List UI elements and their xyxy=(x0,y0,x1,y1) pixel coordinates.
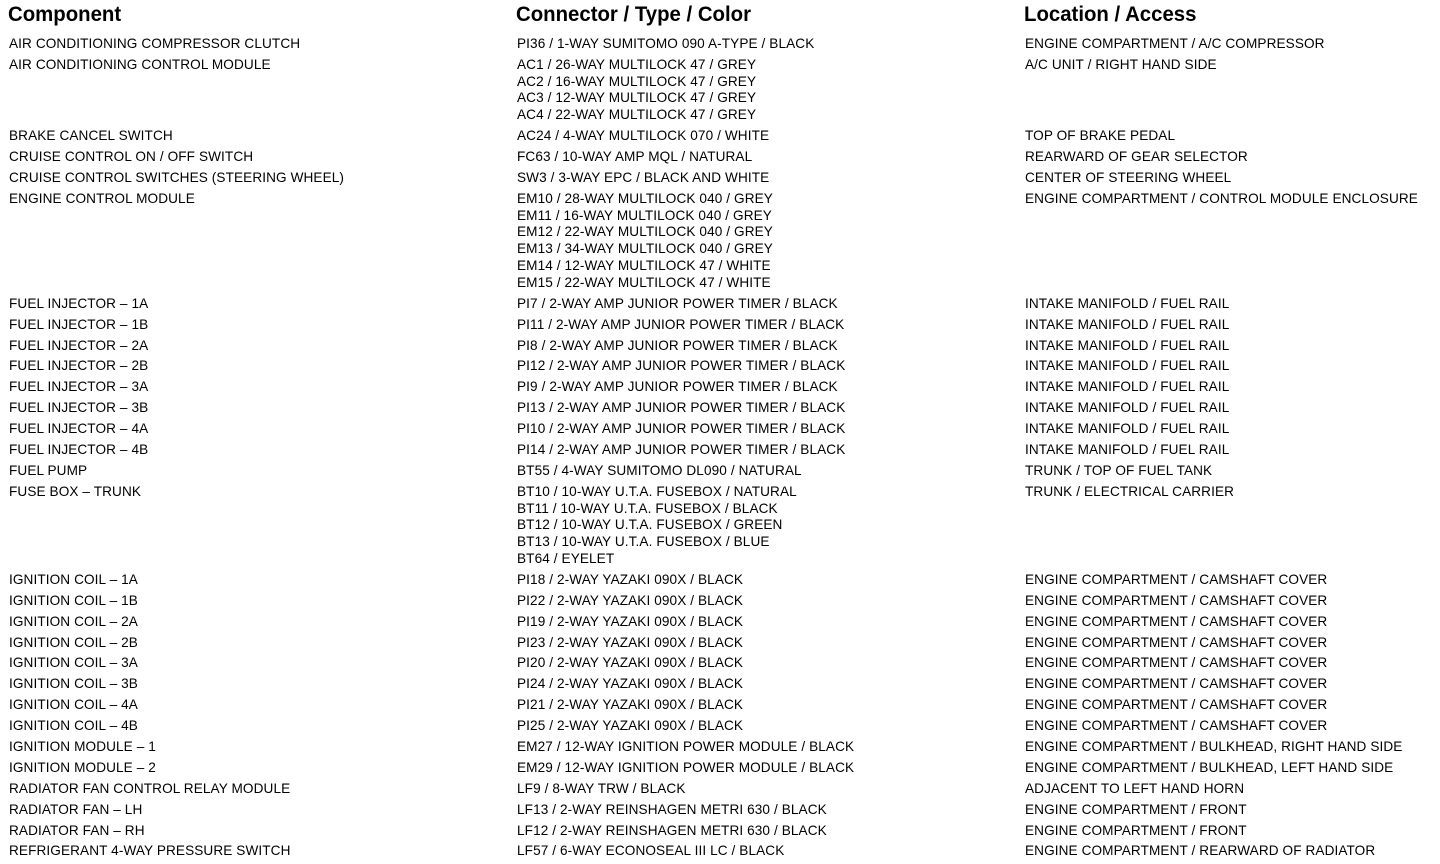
location-access: ENGINE COMPARTMENT / CAMSHAFT COVER xyxy=(1025,613,1328,629)
connector-entry: EM27 / 12-WAY IGNITION POWER MODULE / BLACK xyxy=(517,738,855,754)
connector-entry: PI18 / 2-WAY YAZAKI 090X / BLACK xyxy=(517,571,744,587)
connector-entry: FC63 / 10-WAY AMP MQL / NATURAL xyxy=(517,149,753,165)
connector-entry: PI25 / 2-WAY YAZAKI 090X / BLACK xyxy=(517,718,744,734)
component-name: REFRIGERANT 4-WAY PRESSURE SWITCH xyxy=(9,843,291,859)
table-row xyxy=(0,296,1440,317)
connector-entry: PI12 / 2-WAY AMP JUNIOR POWER TIMER / BLACK xyxy=(517,358,846,374)
connector-list xyxy=(517,484,797,568)
location-access: ENGINE COMPARTMENT / CAMSHAFT COVER xyxy=(1025,634,1328,650)
connector-entry: LF9 / 8-WAY TRW / BLACK xyxy=(517,780,686,796)
component-name: FUEL PUMP xyxy=(9,462,88,478)
location-access: TRUNK / TOP OF FUEL TANK xyxy=(1025,462,1213,478)
connector-list xyxy=(517,635,743,652)
connector-entry: PI13 / 2-WAY AMP JUNIOR POWER TIMER / BLACK xyxy=(517,400,846,416)
connector-list xyxy=(517,676,743,693)
location-access: INTAKE MANIFOLD / FUEL RAIL xyxy=(1025,337,1230,353)
location-access: INTAKE MANIFOLD / FUEL RAIL xyxy=(1025,379,1230,395)
connector-entry: AC2 / 16-WAY MULTILOCK 47 / GREY xyxy=(517,73,757,89)
connector-list xyxy=(517,36,814,53)
component-name: IGNITION COIL – 1B xyxy=(9,592,138,608)
connector-entry: PI36 / 1-WAY SUMITOMO 090 A-TYPE / BLACK xyxy=(517,36,815,51)
connector-list xyxy=(517,442,845,459)
connector-entry: EM11 / 16-WAY MULTILOCK 040 / GREY xyxy=(517,207,772,223)
table-row xyxy=(0,421,1440,442)
location-access: INTAKE MANIFOLD / FUEL RAIL xyxy=(1025,358,1230,374)
table-row xyxy=(0,317,1440,338)
connector-entry: PI21 / 2-WAY YAZAKI 090X / BLACK xyxy=(517,697,744,713)
connector-list xyxy=(517,843,784,860)
connector-list xyxy=(517,170,769,187)
connector-entry: PI23 / 2-WAY YAZAKI 090X / BLACK xyxy=(517,634,744,650)
component-name: IGNITION COIL – 3B xyxy=(9,676,138,692)
table-row xyxy=(0,655,1440,676)
component-name: IGNITION MODULE – 1 xyxy=(9,738,156,754)
component-name: ENGINE CONTROL MODULE xyxy=(9,190,195,206)
location-access: A/C UNIT / RIGHT HAND SIDE xyxy=(1025,56,1217,72)
location-access: CENTER OF STEERING WHEEL xyxy=(1025,169,1232,185)
connector-list xyxy=(517,614,743,631)
location-access: ENGINE COMPARTMENT / BULKHEAD, LEFT HAND SIDE xyxy=(1025,759,1394,775)
table-row xyxy=(0,760,1440,781)
component-name: IGNITION COIL – 2A xyxy=(9,613,138,629)
location-access: ENGINE COMPARTMENT / A/C COMPRESSOR xyxy=(1025,36,1325,51)
location-access: INTAKE MANIFOLD / FUEL RAIL xyxy=(1025,400,1230,416)
connector-list xyxy=(517,379,838,396)
location-access: INTAKE MANIFOLD / FUEL RAIL xyxy=(1025,421,1230,437)
location-access: REARWARD OF GEAR SELECTOR xyxy=(1025,149,1248,165)
component-name: FUEL INJECTOR – 2A xyxy=(9,337,149,353)
location-access: ENGINE COMPARTMENT / BULKHEAD, RIGHT HAND SIDE xyxy=(1025,738,1403,754)
table-row xyxy=(0,781,1440,802)
table-row xyxy=(0,36,1440,57)
table-row xyxy=(0,843,1440,864)
connector-entry: AC4 / 22-WAY MULTILOCK 47 / GREY xyxy=(517,107,757,123)
connector-entry: BT64 / EYELET xyxy=(517,550,615,566)
connector-entry: AC24 / 4-WAY MULTILOCK 070 / WHITE xyxy=(517,128,770,144)
component-name: FUEL INJECTOR – 3A xyxy=(9,379,149,395)
connector-entry: PI9 / 2-WAY AMP JUNIOR POWER TIMER / BLACK xyxy=(517,379,838,395)
component-name: CRUISE CONTROL SWITCHES (STEERING WHEEL) xyxy=(9,169,345,185)
component-name: RADIATOR FAN CONTROL RELAY MODULE xyxy=(9,780,291,796)
connector-entry: EM29 / 12-WAY IGNITION POWER MODULE / BLACK xyxy=(517,759,855,775)
connector-entry: PI20 / 2-WAY YAZAKI 090X / BLACK xyxy=(517,655,744,671)
connector-entry: PI11 / 2-WAY AMP JUNIOR POWER TIMER / BLACK xyxy=(517,316,845,332)
connector-entry: EM10 / 28-WAY MULTILOCK 040 / GREY xyxy=(517,190,773,206)
connector-entry: PI8 / 2-WAY AMP JUNIOR POWER TIMER / BLACK xyxy=(517,337,838,353)
connector-list xyxy=(517,739,854,756)
connector-list xyxy=(517,802,827,819)
component-name: AIR CONDITIONING COMPRESSOR CLUTCH xyxy=(9,36,301,51)
table-row xyxy=(0,614,1440,635)
connector-entry: EM12 / 22-WAY MULTILOCK 040 / GREY xyxy=(517,224,773,240)
table-row xyxy=(0,128,1440,149)
location-access: ENGINE COMPARTMENT / CAMSHAFT COVER xyxy=(1025,571,1328,587)
location-access: INTAKE MANIFOLD / FUEL RAIL xyxy=(1025,295,1230,311)
connector-entry: BT13 / 10-WAY U.T.A. FUSEBOX / BLUE xyxy=(517,534,770,550)
component-name: IGNITION COIL – 3A xyxy=(9,655,138,671)
table-row xyxy=(0,379,1440,400)
connector-entry: BT12 / 10-WAY U.T.A. FUSEBOX / GREEN xyxy=(517,517,783,533)
table-row xyxy=(0,635,1440,656)
connector-list xyxy=(517,655,743,672)
connector-entry: SW3 / 3-WAY EPC / BLACK AND WHITE xyxy=(517,169,770,185)
table-row xyxy=(0,170,1440,191)
connector-entry: LF57 / 6-WAY ECONOSEAL III LC / BLACK xyxy=(517,843,785,859)
component-name: FUEL INJECTOR – 3B xyxy=(9,400,149,416)
table-row xyxy=(0,149,1440,170)
component-name: IGNITION COIL – 2B xyxy=(9,634,138,650)
component-name: IGNITION COIL – 1A xyxy=(9,571,138,587)
table-row xyxy=(0,739,1440,760)
connector-list xyxy=(517,781,686,798)
location-access: ENGINE COMPARTMENT / REARWARD OF RADIATOR xyxy=(1025,843,1376,859)
table-row xyxy=(0,338,1440,359)
table-row xyxy=(0,572,1440,593)
connector-list xyxy=(517,338,838,355)
component-name: IGNITION COIL – 4B xyxy=(9,718,138,734)
header-location: Location / Access xyxy=(1024,3,1197,26)
connector-entry: PI22 / 2-WAY YAZAKI 090X / BLACK xyxy=(517,592,744,608)
location-access: ENGINE COMPARTMENT / CAMSHAFT COVER xyxy=(1025,655,1328,671)
connector-entry: PI24 / 2-WAY YAZAKI 090X / BLACK xyxy=(517,676,744,692)
connector-entry: PI7 / 2-WAY AMP JUNIOR POWER TIMER / BLACK xyxy=(517,295,838,311)
location-access: TRUNK / ELECTRICAL CARRIER xyxy=(1025,483,1235,499)
table-row xyxy=(0,823,1440,844)
connector-entry: BT11 / 10-WAY U.T.A. FUSEBOX / BLACK xyxy=(517,500,778,516)
connector-list xyxy=(517,128,769,145)
connector-list xyxy=(517,317,844,334)
location-access: ENGINE COMPARTMENT / CAMSHAFT COVER xyxy=(1025,592,1328,608)
table-row xyxy=(0,697,1440,718)
location-access: ENGINE COMPARTMENT / CAMSHAFT COVER xyxy=(1025,697,1328,713)
table-row xyxy=(0,358,1440,379)
connector-list xyxy=(517,191,773,292)
component-name: RADIATOR FAN – RH xyxy=(9,822,145,838)
location-access: INTAKE MANIFOLD / FUEL RAIL xyxy=(1025,316,1230,332)
table-body xyxy=(0,36,1440,864)
component-name: FUSE BOX – TRUNK xyxy=(9,483,142,499)
location-access: ENGINE COMPARTMENT / CAMSHAFT COVER xyxy=(1025,718,1328,734)
location-access: ENGINE COMPARTMENT / FRONT xyxy=(1025,801,1247,817)
location-access: ENGINE COMPARTMENT / CAMSHAFT COVER xyxy=(1025,676,1328,692)
connector-list xyxy=(517,593,743,610)
connector-entry: EM13 / 34-WAY MULTILOCK 040 / GREY xyxy=(517,241,773,257)
connector-list xyxy=(517,149,752,166)
connector-list xyxy=(517,57,756,124)
component-name: FUEL INJECTOR – 1A xyxy=(9,295,149,311)
header-connector: Connector / Type / Color xyxy=(516,3,752,26)
connector-entry: EM14 / 12-WAY MULTILOCK 47 / WHITE xyxy=(517,258,771,274)
location-access: ADJACENT TO LEFT HAND HORN xyxy=(1025,780,1245,796)
component-name: FUEL INJECTOR – 1B xyxy=(9,316,149,332)
location-access: ENGINE COMPARTMENT / FRONT xyxy=(1025,822,1247,838)
component-name: FUEL INJECTOR – 4B xyxy=(9,441,149,457)
connector-entry: BT10 / 10-WAY U.T.A. FUSEBOX / NATURAL xyxy=(517,483,797,499)
component-name: RADIATOR FAN – LH xyxy=(9,801,143,817)
connector-list xyxy=(517,421,845,438)
table-row xyxy=(0,593,1440,614)
component-name: FUEL INJECTOR – 4A xyxy=(9,421,149,437)
table-row xyxy=(0,802,1440,823)
connector-entry: PI14 / 2-WAY AMP JUNIOR POWER TIMER / BLACK xyxy=(517,441,846,457)
table-row xyxy=(0,676,1440,697)
connector-entry: AC3 / 12-WAY MULTILOCK 47 / GREY xyxy=(517,90,757,106)
connector-entry: AC1 / 26-WAY MULTILOCK 47 / GREY xyxy=(517,56,757,72)
connector-list xyxy=(517,823,827,840)
connector-entry: EM15 / 22-WAY MULTILOCK 47 / WHITE xyxy=(517,274,771,290)
connector-list xyxy=(517,718,743,735)
table-row xyxy=(0,57,1440,128)
connector-list xyxy=(517,572,743,589)
component-name: BRAKE CANCEL SWITCH xyxy=(9,128,173,144)
component-name: CRUISE CONTROL ON / OFF SWITCH xyxy=(9,149,254,165)
location-access: TOP OF BRAKE PEDAL xyxy=(1025,128,1176,144)
table-row xyxy=(0,718,1440,739)
connector-list xyxy=(517,760,854,777)
connector-entry: LF12 / 2-WAY REINSHAGEN METRI 630 / BLACK xyxy=(517,822,827,838)
connector-list xyxy=(517,463,802,480)
location-access: ENGINE COMPARTMENT / CONTROL MODULE ENCLOSURE xyxy=(1025,190,1418,206)
header-component: Component xyxy=(8,3,122,26)
connector-list xyxy=(517,400,845,417)
table-row xyxy=(0,442,1440,463)
connector-entry: PI19 / 2-WAY YAZAKI 090X / BLACK xyxy=(517,613,744,629)
connector-entry: BT55 / 4-WAY SUMITOMO DL090 / NATURAL xyxy=(517,462,802,478)
table-row xyxy=(0,400,1440,421)
connector-entry: LF13 / 2-WAY REINSHAGEN METRI 630 / BLACK xyxy=(517,801,827,817)
component-name: AIR CONDITIONING CONTROL MODULE xyxy=(9,56,271,72)
component-name: IGNITION MODULE – 2 xyxy=(9,759,156,775)
connector-entry: PI10 / 2-WAY AMP JUNIOR POWER TIMER / BLACK xyxy=(517,421,846,437)
table-row xyxy=(0,191,1440,296)
location-access: INTAKE MANIFOLD / FUEL RAIL xyxy=(1025,441,1230,457)
component-name: IGNITION COIL – 4A xyxy=(9,697,138,713)
connector-list xyxy=(517,296,838,313)
table-row xyxy=(0,463,1440,484)
table-row xyxy=(0,484,1440,572)
component-name: FUEL INJECTOR – 2B xyxy=(9,358,149,374)
connector-list xyxy=(517,358,845,375)
connector-list xyxy=(517,697,743,714)
